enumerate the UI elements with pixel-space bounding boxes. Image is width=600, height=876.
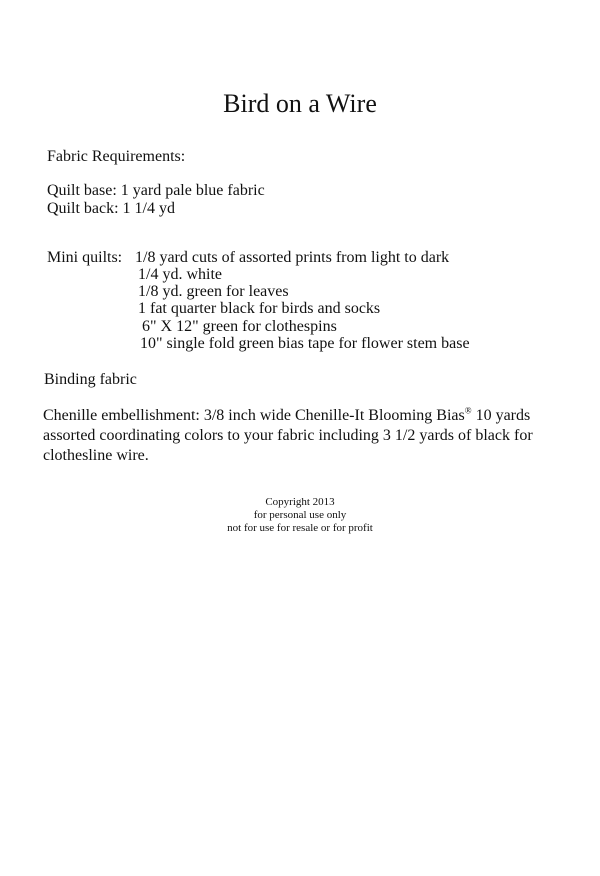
mini-quilts-item: 1 fat quarter black for birds and socks	[138, 300, 381, 317]
mini-quilts-item: 6" X 12" green for clothespins	[142, 318, 337, 335]
copyright-line: for personal use only	[253, 509, 347, 521]
copyright-line: Copyright 2013	[265, 496, 335, 508]
chenille-lead: Chenille embellishment: 3/8 inch wide Chenille-It Blooming Bias	[43, 407, 465, 424]
copyright-line: not for use for resale or for profit	[227, 522, 373, 534]
copyright-notice	[0, 496, 600, 535]
mini-quilts-label: Mini quilts:	[47, 249, 123, 266]
page-title: Bird on a Wire	[223, 89, 377, 118]
binding-fabric-line: Binding fabric	[44, 371, 137, 388]
mini-quilts-item: 1/8 yard cuts of assorted prints from light to dark	[135, 249, 450, 266]
chenille-paragraph	[43, 406, 563, 466]
registered-mark: ®	[464, 405, 472, 416]
mini-quilts-item: 1/8 yd. green for leaves	[138, 283, 289, 300]
fabric-requirements-heading: Fabric Requirements:	[47, 148, 186, 165]
mini-quilts-item: 10" single fold green bias tape for flower stem base	[140, 335, 470, 352]
mini-quilts-item: 1/4 yd. white	[138, 266, 222, 283]
chenille-rest: 10 yards assorted coordinating colors to your fabric including 3 1/2 yards of black for clothesline wire.	[43, 407, 533, 464]
quilt-back-line: Quilt back: 1 1/4 yd	[47, 200, 175, 217]
quilt-base-line: Quilt base: 1 yard pale blue fabric	[47, 182, 265, 199]
